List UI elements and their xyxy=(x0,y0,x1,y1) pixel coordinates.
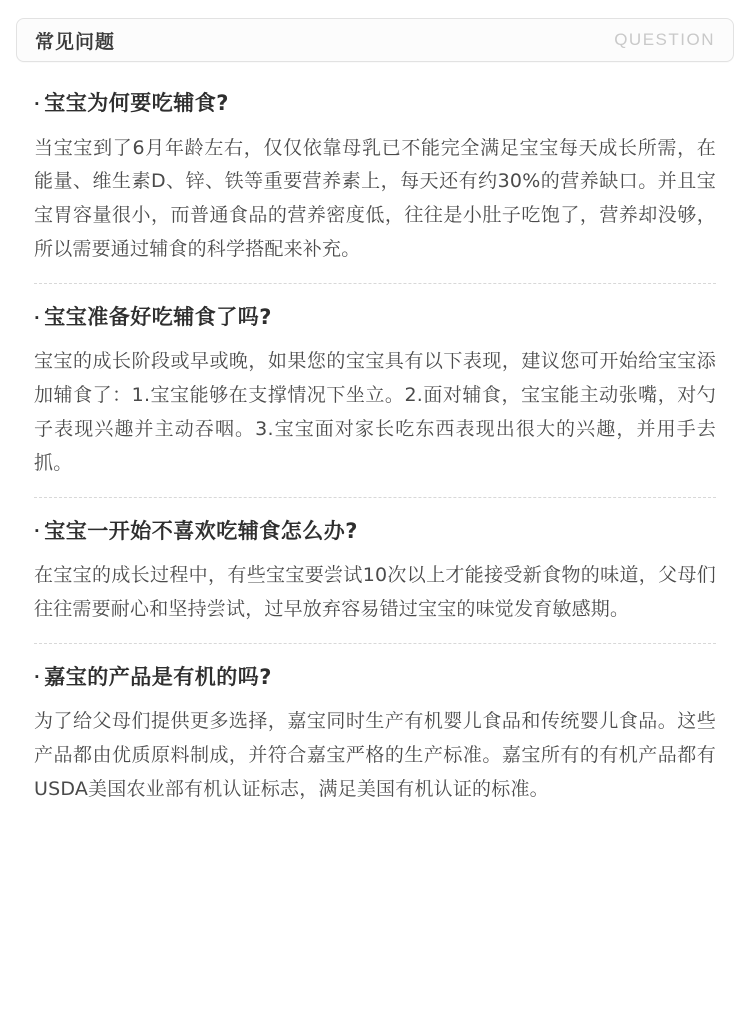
page-title-english: QUESTION xyxy=(614,30,715,49)
section-header xyxy=(16,18,734,62)
bullet-icon: · xyxy=(34,668,41,687)
faq-question xyxy=(34,516,716,548)
faq-answer: 在宝宝的成长过程中，有些宝宝要尝试10次以上才能接受新食物的味道，父母们往往需要耐心和坚持尝试，过早放弃容易错过宝宝的味觉发育敏感期。 xyxy=(34,564,716,620)
faq-question xyxy=(34,662,716,694)
list-item xyxy=(34,516,716,644)
faq-question-text: 宝宝准备好吃辅食了吗? xyxy=(44,304,272,329)
page-title: 常见问题 xyxy=(35,30,116,53)
faq-answer: 为了给父母们提供更多选择，嘉宝同时生产有机婴儿食品和传统婴儿食品。这些产品都由优质原料制成，并符合嘉宝严格的生产标准。嘉宝所有的有机产品都有USDA美国农业部有机认证标志，满足美国有机认证的标准。 xyxy=(34,710,716,800)
faq-answer: 当宝宝到了6月年龄左右，仅仅依靠母乳已不能完全满足宝宝每天成长所需，在能量、维生素D、锌、铁等重要营养素上，每天还有约30%的营养缺口。并且宝宝胃容量很小，而普通食品的营养密度低，往往是小肚子吃饱了，营养却没够，所以需要通过辅食的科学搭配来补充。 xyxy=(34,136,716,260)
faq-list xyxy=(16,88,734,823)
list-item xyxy=(34,662,716,823)
faq-question-text: 嘉宝的产品是有机的吗? xyxy=(44,664,272,689)
bullet-icon: · xyxy=(34,522,41,541)
faq-question-text: 宝宝一开始不喜欢吃辅食怎么办? xyxy=(44,518,358,543)
faq-question xyxy=(34,302,716,334)
list-item xyxy=(34,302,716,498)
list-item xyxy=(34,88,716,284)
bullet-icon: · xyxy=(34,94,41,113)
faq-answer: 宝宝的成长阶段或早或晚，如果您的宝宝具有以下表现，建议您可开始给宝宝添加辅食了：1.宝宝能够在支撑情况下坐立。2.面对辅食，宝宝能主动张嘴，对勺子表现兴趣并主动吞咽。3.宝宝面对家长吃东西表现出很大的兴趣，并用手去抓。 xyxy=(34,350,716,474)
bullet-icon: · xyxy=(34,308,41,327)
faq-question-text: 宝宝为何要吃辅食? xyxy=(44,91,229,115)
faq-question xyxy=(34,88,716,120)
